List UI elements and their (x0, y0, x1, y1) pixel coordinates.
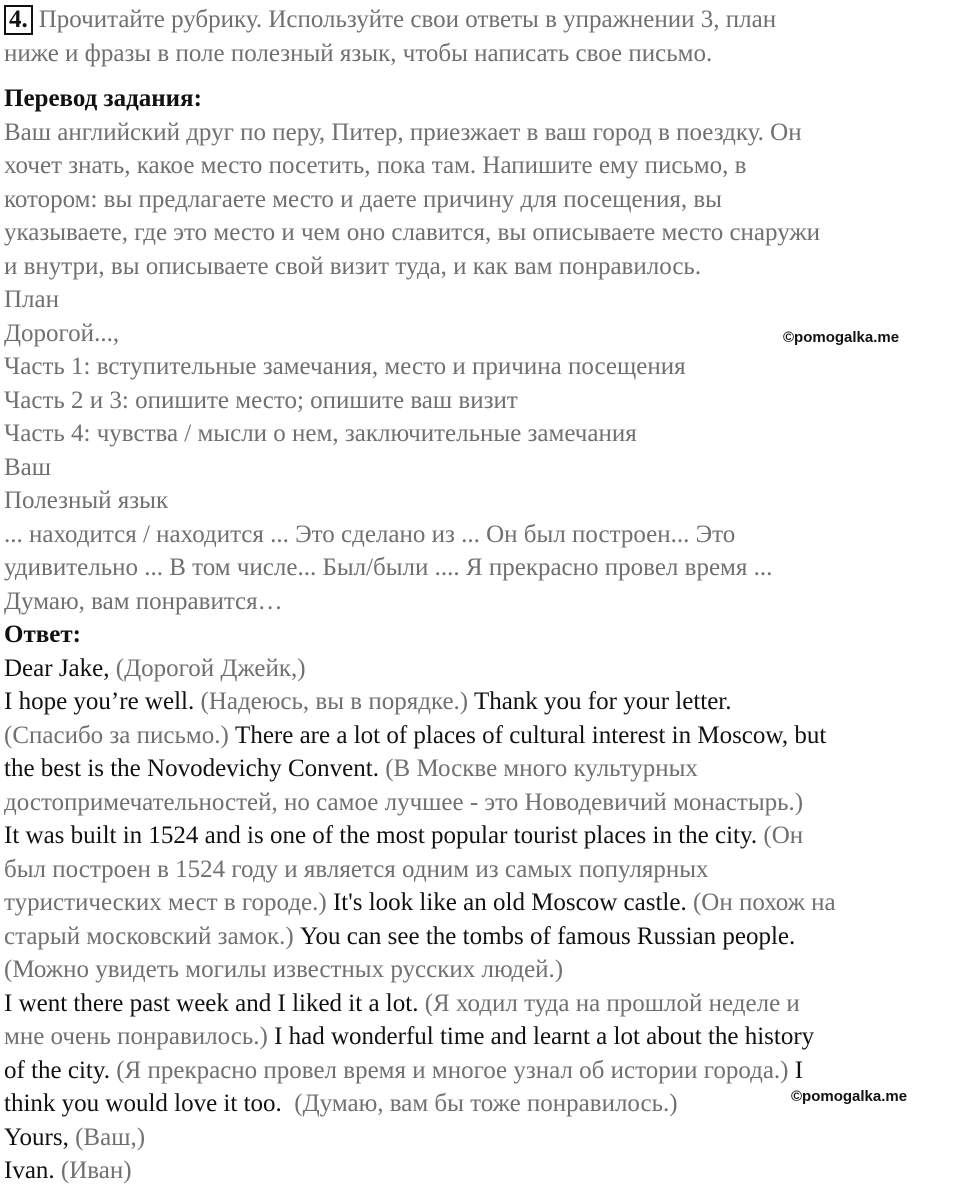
russian-translation: (Он похож на (692, 889, 836, 916)
answer-line (4, 1154, 956, 1188)
task-number: 4. (4, 5, 33, 35)
russian-translation: (В Москве много культурных (385, 755, 698, 782)
plan-line: Часть 2 и 3: опишите место; опишите ваш визит (4, 386, 518, 414)
russian-translation: (Ваш,) (75, 1123, 146, 1151)
russian-translation: старый московский замок.) (4, 922, 300, 950)
plan-line: Ваш (4, 453, 52, 481)
russian-translation: (Можно увидеть могилы известных русских людей.) (4, 956, 564, 983)
answer-letter (4, 652, 956, 1188)
russian-translation: достопримечательностей, но самое лучшее - это Новодевичий монастырь.) (4, 788, 804, 816)
russian-translation: (Думаю, вам бы тоже понравилось.) (294, 1090, 678, 1117)
english-text: It was built in 1524 and is one of the most popular tourist places in the city. (4, 822, 764, 849)
translation-line: Ваш английский друг по перу, Питер, приезжает в ваш город в поездку. Он (4, 118, 802, 146)
russian-translation: мне очень понравилось.) (4, 1023, 275, 1050)
task-line-1 (4, 3, 956, 37)
english-text: Thank you for your letter. (473, 688, 732, 715)
plan-line: Думаю, вам понравится… (4, 587, 283, 615)
answer-line (4, 853, 956, 887)
answer-line (4, 953, 956, 987)
english-text: It's look like an old Moscow castle. (332, 889, 693, 916)
russian-translation: (Он (763, 822, 804, 849)
english-text: I hope you’re well. (4, 688, 201, 715)
answer-line (4, 685, 956, 719)
translation-line: хочет знать, какое место посетить, пока там. Напишите ему письмо, в (4, 152, 747, 179)
english-text: Yours, (4, 1123, 76, 1151)
answer-line (4, 920, 956, 954)
russian-translation: (Надеюсь, вы в порядке.) (200, 688, 474, 715)
answer-line (4, 752, 956, 786)
translation-body (4, 116, 956, 284)
english-text: of the city. (4, 1056, 117, 1084)
answer-line (4, 886, 956, 920)
english-text: think you would love it too. (4, 1090, 295, 1117)
russian-translation: (Я ходил туда на прошлой неделе и (424, 989, 800, 1017)
translation-line: и внутри, вы описываете свой визит туда, и как вам понравилось. (4, 252, 702, 280)
answer-line (4, 719, 956, 753)
russian-translation: туристических мест в городе.) (4, 889, 333, 916)
russian-translation: (Иван) (60, 1157, 132, 1184)
plan-line: Часть 4: чувства / мысли о нем, заключительные замечания (4, 420, 637, 447)
plan-line: Полезный язык (4, 487, 169, 514)
task-text: Прочитайте рубрику. Используйте свои ответы в упражнении 3, план (38, 6, 777, 33)
translation-heading: Перевод задания: (4, 85, 202, 112)
english-text: I had wonderful time and learnt a lot about the history (274, 1023, 815, 1050)
watermark: ©pomogalka.me (791, 1088, 908, 1105)
watermark: ©pomogalka.me (783, 329, 900, 346)
answer-line (4, 1020, 956, 1054)
answer-line (4, 786, 956, 820)
plan-line: План (4, 286, 60, 313)
russian-translation: (Дорогой Джейк,) (115, 654, 306, 682)
plan-line: удивительно ... В том числе... Был/были .... Я прекрасно провел время ... (4, 554, 773, 581)
english-text: Ivan. (4, 1157, 61, 1184)
answer-line (4, 1121, 956, 1155)
russian-translation: был построен в 1524 году и является одним из самых популярных (4, 855, 709, 883)
english-text: You can see the tombs of famous Russian people. (299, 922, 796, 950)
translation-line: котором: вы предлагаете место и даете причину для посещения, вы (4, 185, 722, 213)
english-text: I (794, 1056, 804, 1084)
plan-line: Часть 1: вступительные замечания, место и причина посещения (4, 353, 686, 380)
answer-line (4, 819, 956, 853)
translation-line: указываете, где это место и чем оно славится, вы описываете место снаружи (4, 219, 821, 246)
task-line-2: ниже и фразы в поле полезный язык, чтобы написать свое письмо. (4, 39, 713, 67)
english-text: Dear Jake, (4, 654, 116, 682)
answer-line (4, 1054, 956, 1088)
answer-line (4, 652, 956, 686)
document-page (4, 3, 956, 1188)
english-text: the best is the Novodevichy Convent. (4, 755, 386, 782)
english-text: I went there past week and I liked it a lot. (4, 989, 425, 1017)
russian-translation: (Я прекрасно провел время и многое узнал об истории города.) (116, 1056, 795, 1084)
plan-line: Дорогой..., (4, 319, 120, 347)
answer-line (4, 987, 956, 1021)
english-text: There are a lot of places of cultural interest in Moscow, but (235, 721, 827, 749)
answer-heading: Ответ: (4, 621, 81, 648)
russian-translation: (Спасибо за письмо.) (4, 721, 236, 749)
plan-line: ... находится / находится ... Это сделано из ... Он был построен... Это (4, 520, 736, 548)
